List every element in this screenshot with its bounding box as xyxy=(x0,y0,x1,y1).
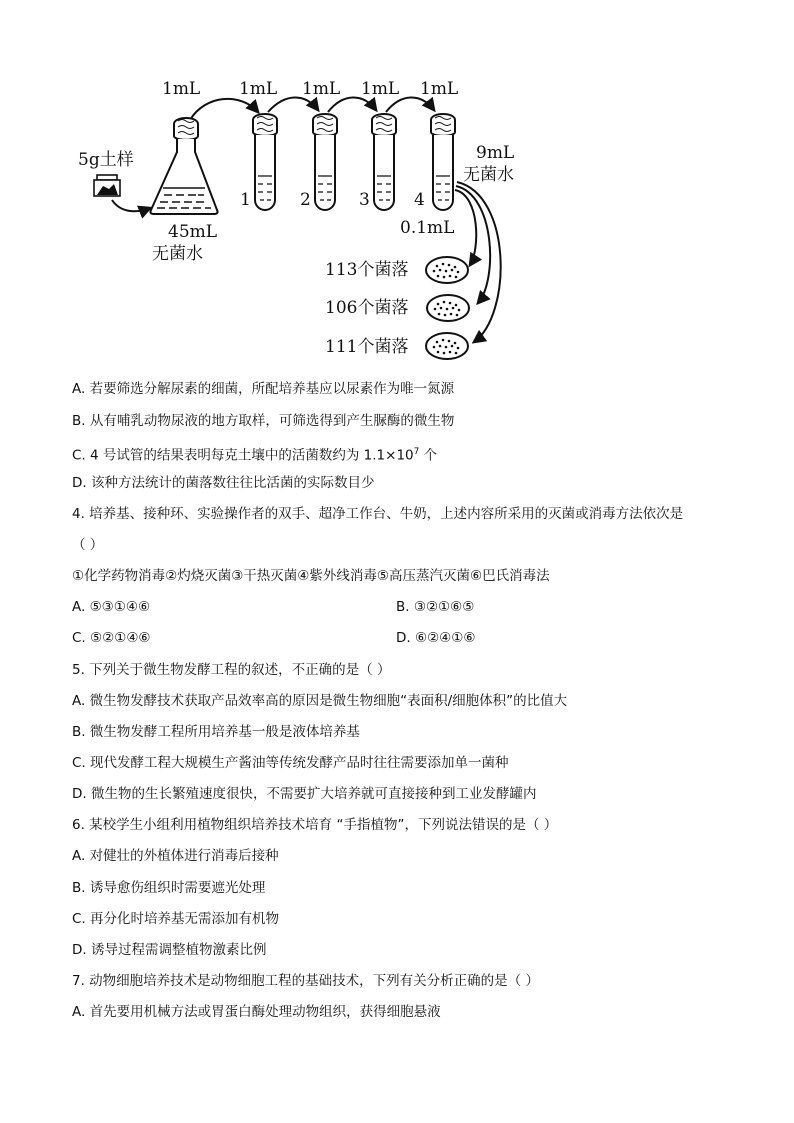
q3-option-a: A. 若要筛选分解尿素的细菌，所配培养基应以尿素作为唯一氮源 xyxy=(72,381,455,397)
q6-option-a: A. 对健壮的外植体进行消毒后接种 xyxy=(72,848,279,864)
transfer-label: 1mL xyxy=(162,79,201,99)
q3-option-c-unit: 个 xyxy=(419,447,438,464)
q5-option-a: A. 微生物发酵技术获取产品效率高的原因是微生物细胞“表面积/细胞体积”的比值大 xyxy=(72,693,568,709)
transfer-label: 1mL xyxy=(239,79,278,99)
plate-label: 113个菌落 xyxy=(325,260,409,280)
flask-icon xyxy=(150,118,217,214)
test-tube-icon xyxy=(372,114,396,210)
petri-dish-icon xyxy=(427,295,469,321)
q6-option-b: B. 诱导愈伤组织时需要遮光处理 xyxy=(72,880,266,896)
plate-label: 111个菌落 xyxy=(325,337,409,357)
tube-number: 1 xyxy=(240,190,251,210)
q4-answer-blank: （ ） xyxy=(72,537,104,553)
transfer-label: 1mL xyxy=(420,79,459,99)
q4-stem: 4. 培养基、接种环、实验操作者的双手、超净工作台、牛奶，上述内容所采用的灭菌或消毒方法依次是 xyxy=(72,506,684,522)
q4-option-a: A. ⑤③①④⑥ xyxy=(72,599,151,615)
soil-label: 5g土样 xyxy=(78,150,134,170)
q6-stem: 6. 某校学生小组利用植物组织培养技术培育 “手指植物”，下列说法错误的是（ ） xyxy=(72,817,558,833)
tube-volume-label: 9mL xyxy=(476,143,515,163)
test-tube-icon xyxy=(313,114,337,210)
transfer-label: 1mL xyxy=(302,79,341,99)
flask-volume-label: 45mL xyxy=(168,222,218,242)
q6-option-c: C. 再分化时培养基无需添加有机物 xyxy=(72,911,280,927)
test-tube-icon xyxy=(253,114,277,210)
flask-liquid-label: 无菌水 xyxy=(152,244,203,264)
petri-dish-icon xyxy=(426,333,468,359)
soil-sample-icon xyxy=(94,175,120,196)
q3-option-c xyxy=(72,444,437,464)
tube-number: 3 xyxy=(359,190,370,210)
q4-methods: ①化学药物消毒②灼烧灭菌③干热灭菌④紫外线消毒⑤高压蒸汽灭菌⑥巴氏消毒法 xyxy=(72,568,550,584)
q5-option-d: D. 微生物的生长繁殖速度很快，不需要扩大培养就可直接接种到工业发酵罐内 xyxy=(72,786,537,802)
q5-stem: 5. 下列关于微生物发酵工程的叙述，不正确的是（ ） xyxy=(72,662,391,678)
petri-dish-icon xyxy=(426,257,468,283)
tube-liquid-label: 无菌水 xyxy=(463,165,514,185)
tube-number: 4 xyxy=(414,190,425,210)
q3-option-c-exponent: 7 xyxy=(413,447,420,457)
q5-option-b: B. 微生物发酵工程所用培养基一般是液体培养基 xyxy=(72,724,360,740)
q3-option-d: D. 该种方法统计的菌落数往往比活菌的实际数目少 xyxy=(72,475,375,491)
plating-volume-label: 0.1mL xyxy=(400,218,455,238)
plate-label: 106个菌落 xyxy=(325,298,409,318)
q4-option-d: D. ⑥②④①⑥ xyxy=(396,630,476,646)
serial-dilution-figure xyxy=(0,0,794,370)
test-tube-icon xyxy=(431,114,455,210)
q3-option-c-text: C. 4 号试管的结果表明每克土壤中的活菌数约为 1.1×10 xyxy=(72,447,414,464)
q7-stem: 7. 动物细胞培养技术是动物细胞工程的基础技术，下列有关分析正确的是（ ） xyxy=(72,973,539,989)
q3-option-b: B. 从有哺乳动物尿液的地方取样，可筛选得到产生脲酶的微生物 xyxy=(72,413,455,429)
transfer-label: 1mL xyxy=(361,79,400,99)
transfer-arrows xyxy=(190,97,434,120)
q6-option-d: D. 诱导过程需调整植物激素比例 xyxy=(72,942,267,958)
soil-to-flask-arrow xyxy=(112,200,150,211)
tube-number: 2 xyxy=(300,190,311,210)
q7-option-a: A. 首先要用机械方法或胃蛋白酶处理动物组织，获得细胞悬液 xyxy=(72,1004,441,1020)
q4-option-c: C. ⑤②①④⑥ xyxy=(72,630,151,646)
q4-option-b: B. ③②①⑥⑤ xyxy=(396,599,475,615)
q5-option-c: C. 现代发酵工程大规模生产酱油等传统发酵产品时往往需要添加单一菌种 xyxy=(72,755,509,771)
